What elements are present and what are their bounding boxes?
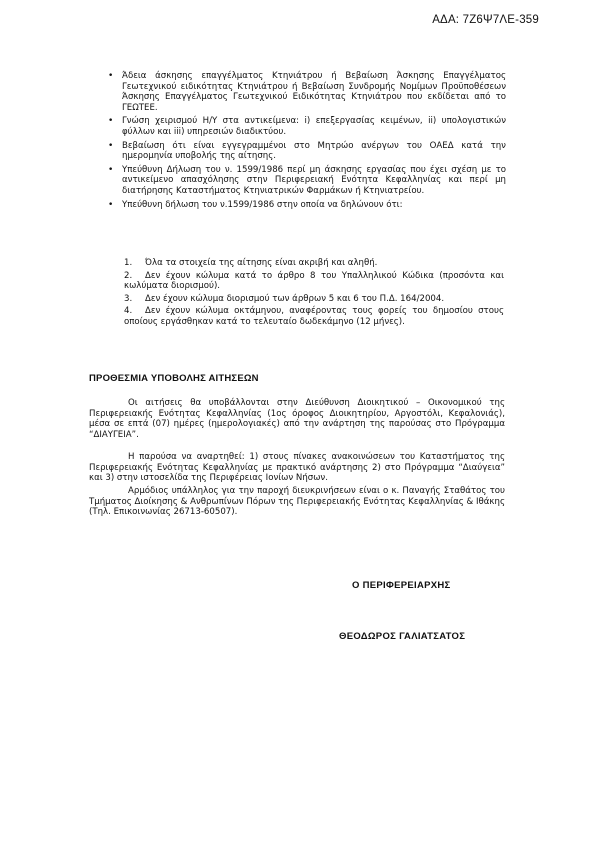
requirement-item: • Υπεύθυνη δήλωση του ν.1599/1986 στην οποία να δηλώνουν ότι: xyxy=(108,199,403,210)
posting-paragraph: Η παρούσα να αναρτηθεί: 1) στους πίνακες ανακοινώσεων του Καταστήματος της Περιφερειακής Ενότητας Κεφαλληνίας με πρακτικό ανάρτησης 2) στο Πρόγραμμα “Διαύγεια” και 3) στην ιστοσελίδα της Περιφέρειας Ιονίων Νήσων. xyxy=(89,452,505,484)
bullet-icon: • xyxy=(108,199,114,210)
requirement-item: • Άδεια άσκησης επαγγέλματος Κτηνιάτρου ή Βεβαίωση Άσκησης Επαγγέλματος Γεωτεχνικού ειδικότητας Κτηνιάτρου ή Βεβαίωση Συνδρομής Νομίμων Προϋποθέσεων Άσκησης Επαγγέλματος Γεωτεχνικού Ειδικότητας Κτηνιάτρου που εκδίδεται από το ΓΕΩΤΕΕ. xyxy=(108,71,506,113)
declaration-item: 1. Όλα τα στοιχεία της αίτησης είναι ακριβή και αληθή. xyxy=(124,258,378,268)
contact-paragraph: Αρμόδιος υπάλληλος για την παροχή διευκρινήσεων είναι ο κ. Παναγής Σταθάτος του Τμήματος Διοίκησης & Ανθρωπίνων Πόρων της Περιφερειακής Ενότητας Κεφαλληνίας & Ιθάκης (Τηλ. Επικοινωνίας 26713-60507). xyxy=(89,486,505,518)
bullet-icon: • xyxy=(108,71,114,81)
declaration-item: 2. Δεν έχουν κώλυμα κατά το άρθρο 8 του Υπαλληλικού Κώδικα (προσόντα και κωλύματα διορισμού). xyxy=(124,270,504,292)
requirements-list xyxy=(108,71,506,213)
requirement-item: • Γνώση χειρισμού Η/Υ στα αντικείμενα: i) επεξεργασίας κειμένων, ii) υπολογιστικών φύλλων και iii) υπηρεσιών διαδικτύου. xyxy=(108,116,506,137)
requirement-item: • Υπεύθυνη Δήλωση του ν. 1599/1986 περί μη άσκησης εργασίας που έχει σχέση με το αντικείμενο απασχόλησης στην Περιφερειακή Ενότητα Κεφαλληνίας και περί μη διατήρησης Καταστήματος Κτηνιατρικών Φαρμάκων ή Κτηνιατρείου. xyxy=(108,164,506,196)
signature-name: ΘΕΟΔΩΡΟΣ ΓΑΛΙΑΤΣΑΤΟΣ xyxy=(339,631,466,642)
ada-code: ΑΔΑ: 7Ζ6Ψ7ΛΕ-359 xyxy=(432,14,539,26)
signature-title: Ο ΠΕΡΙΦΕΡΕΙΑΡΧΗΣ xyxy=(352,580,451,591)
requirement-item: • Βεβαίωση ότι είναι εγγεγραμμένοι στο Μητρώο ανέργων του ΟΑΕΔ κατά την ημερομηνία υποβολής της αίτησης. xyxy=(108,140,506,162)
declarations-list xyxy=(124,258,504,330)
deadline-heading: ΠΡΟΘΕΣΜΙΑ ΥΠΟΒΟΛΗΣ ΑΙΤΗΣΕΩΝ xyxy=(89,373,259,384)
submission-paragraph: Οι αιτήσεις θα υποβάλλονται στην Διεύθυνση Διοικητικού – Οικονομικού της Περιφερειακής Ενότητας Κεφαλληνίας (1ος όροφος Διοικητηρίου, Αργοστόλι, Κεφαλονιάς), μέσα σε επτά (07) ημέρες (ημερολογιακές) από την ανάρτηση της παρούσας στο Πρόγραμμα “ΔΙΑΥΓΕΙΑ”. xyxy=(89,398,505,440)
bullet-icon: • xyxy=(108,164,114,175)
declaration-item: 3. Δεν έχουν κώλυμα διορισμού των άρθρων 5 και 6 του Π.Δ. 164/2004. xyxy=(124,293,445,304)
bullet-icon: • xyxy=(108,116,114,127)
bullet-icon: • xyxy=(108,140,114,151)
declaration-item: 4. Δεν έχουν κώλυμα οκτάμηνου, αναφέροντας τους φορείς του δημοσίου στους οποίους εργάσθηκαν κατά το τελευταίο δωδεκάμηνο (12 μήνες). xyxy=(124,306,504,327)
